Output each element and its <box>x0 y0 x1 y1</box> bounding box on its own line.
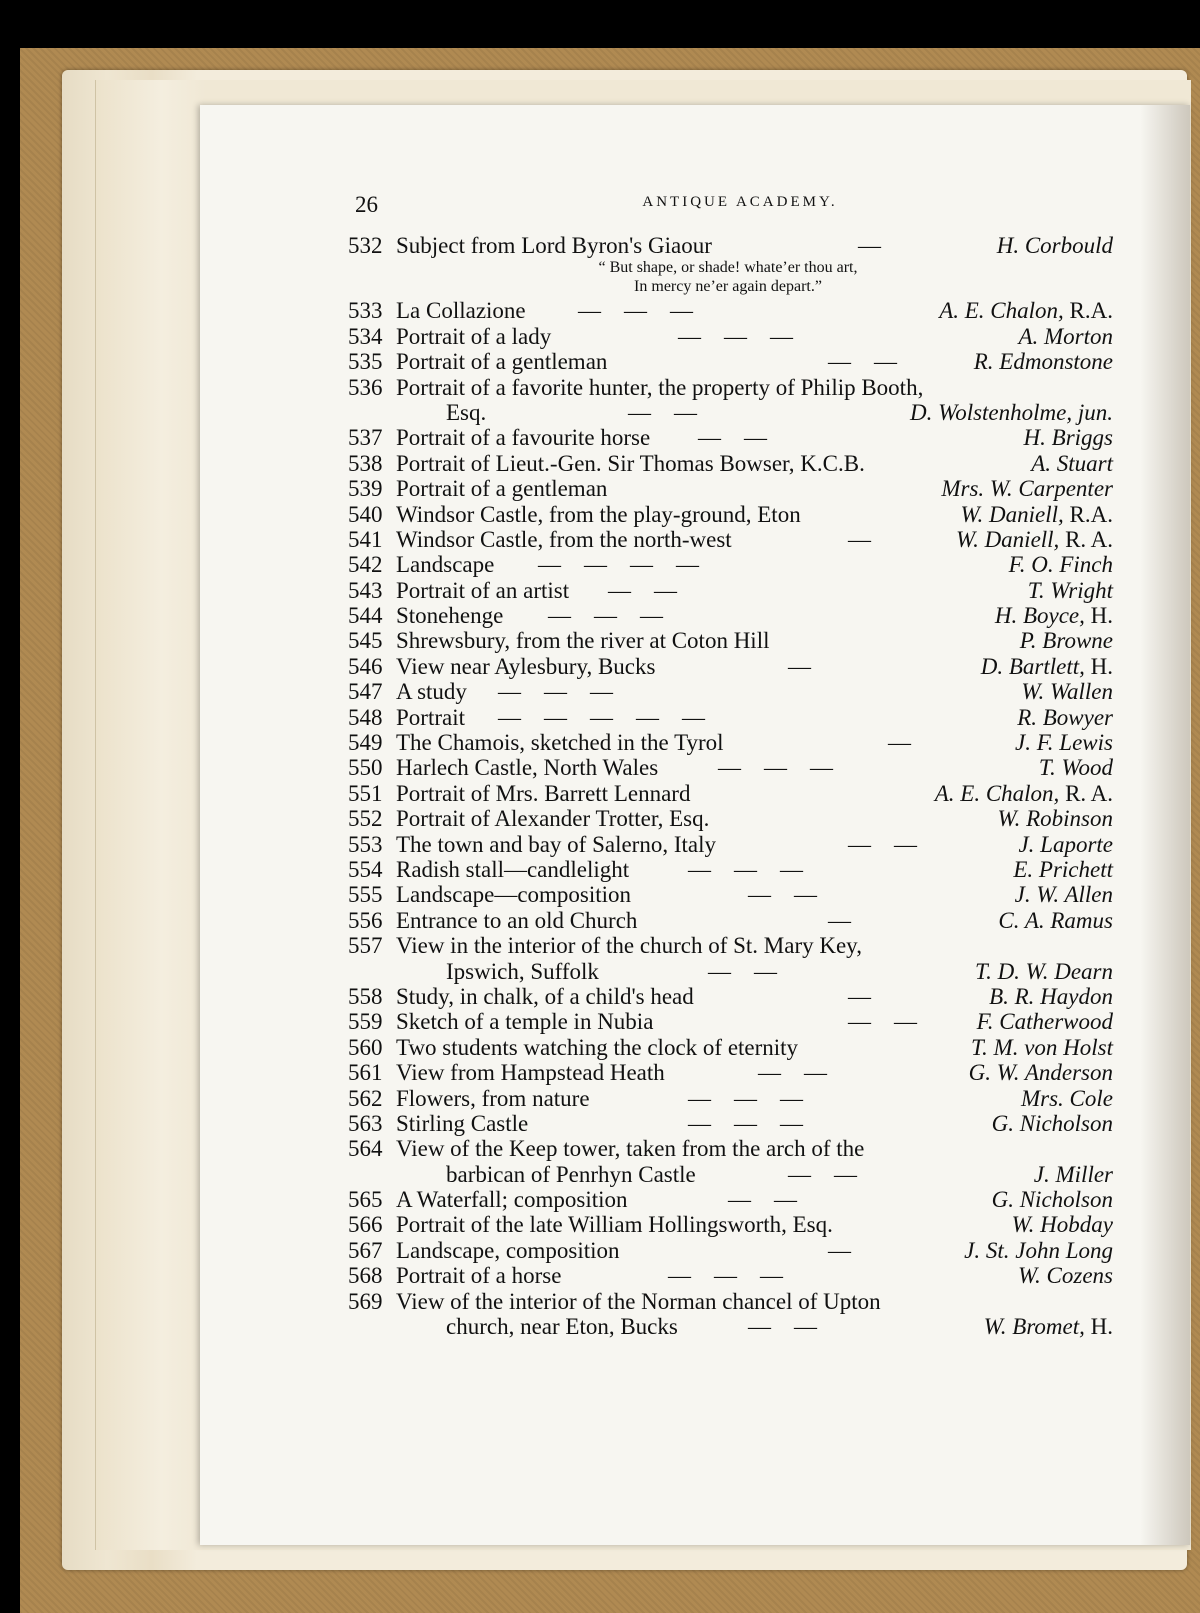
artist-name: G. W. Anderson <box>968 1060 1113 1086</box>
entry-title: Landscape <box>396 552 495 578</box>
catalog-entry <box>348 552 1113 577</box>
entry-number: 543 <box>348 577 383 603</box>
entry-title: Portrait of the late William Hollingsworth, Esq. <box>396 1212 833 1238</box>
entry-artist <box>995 603 1113 628</box>
entry-artist <box>956 527 1113 552</box>
entry-title: Portrait of Lieut.-Gen. Sir Thomas Bowser, K.C.B. <box>396 450 865 476</box>
entry-artist <box>1018 324 1113 349</box>
artist-name: Mrs. W. Carpenter <box>941 476 1113 502</box>
entry-number: 532 <box>348 233 383 258</box>
catalog-entry <box>348 1162 1113 1187</box>
entry-artist <box>1031 451 1113 476</box>
catalog-entry <box>348 781 1113 806</box>
entry-artist <box>1018 1263 1113 1288</box>
entry-artist <box>984 1314 1113 1339</box>
entry-number: 556 <box>348 907 383 933</box>
catalog-entry <box>348 1060 1113 1085</box>
entry-artist <box>977 1009 1113 1034</box>
artist-name: G. Nicholson <box>991 1110 1113 1136</box>
artist-name: J. Laporte <box>1018 831 1113 857</box>
artist-name: H. Corbould <box>996 233 1113 258</box>
entry-dashes: — — <box>848 1009 917 1035</box>
entry-title: Study, in chalk, of a child's head <box>396 983 694 1009</box>
entry-number: 565 <box>348 1187 383 1213</box>
entry-number: 566 <box>348 1212 383 1238</box>
entry-artist <box>1039 755 1113 780</box>
catalog-entry <box>348 857 1113 882</box>
entry-artist <box>989 984 1113 1009</box>
entry-dashes: — <box>858 233 881 258</box>
catalog-entry <box>348 705 1113 730</box>
catalog-entry <box>348 425 1113 450</box>
entry-title: barbican of Penrhyn Castle <box>446 1161 696 1187</box>
artist-name: D. Wolstenholme, jun. <box>910 399 1113 425</box>
entry-number: 544 <box>348 603 383 629</box>
entry-dashes: — <box>788 653 811 679</box>
entry-artist <box>1020 628 1113 653</box>
entry-dashes: — — <box>748 1314 817 1340</box>
entry-dashes: — — — <box>498 679 613 705</box>
entry-number: 562 <box>348 1085 383 1111</box>
entry-dashes: — <box>828 907 851 933</box>
entry-dashes: — <box>848 526 871 552</box>
artist-suffix: R. A. <box>1059 780 1113 806</box>
catalog-entry <box>348 1314 1113 1339</box>
entry-dashes: — — <box>708 958 777 984</box>
entry-dashes: — — — — <box>538 552 699 578</box>
artist-name: T. D. W. Dearn <box>974 958 1113 984</box>
entry-artist <box>941 476 1113 501</box>
entry-title: View in the interior of the church of St. Mary Key, <box>396 933 862 959</box>
artist-name: H. Boyce, <box>994 603 1085 629</box>
entry-title: Sketch of a temple in Nubia <box>396 1009 654 1035</box>
entry-artist <box>1017 705 1113 730</box>
entry-title: Portrait of a gentleman <box>396 349 608 375</box>
entry-number: 542 <box>348 552 383 578</box>
entry-artist <box>1013 857 1113 882</box>
entry-title: View of the interior of the Norman chancel of Upton <box>396 1288 881 1314</box>
entry-number: 535 <box>348 349 383 375</box>
catalog-entry <box>348 603 1113 628</box>
artist-suffix: R. A. <box>1059 526 1113 552</box>
entry-number: 548 <box>348 704 383 730</box>
entry-title: Harlech Castle, North Wales <box>396 755 659 781</box>
entry-dashes: — — <box>748 882 817 908</box>
artist-name: P. Browne <box>1019 628 1113 654</box>
entry-dashes: — — — <box>688 856 803 882</box>
artist-name: R. Bowyer <box>1017 704 1113 730</box>
entry-title: View near Aylesbury, Bucks <box>396 653 656 679</box>
entry-number: 541 <box>348 526 383 552</box>
entry-number: 552 <box>348 806 383 832</box>
entry-title: Radish stall—candlelight <box>396 856 630 882</box>
entry-dashes: — — — <box>668 1263 783 1289</box>
entry-artist <box>1034 1162 1113 1187</box>
catalog-entry <box>348 1263 1113 1288</box>
entry-title: Windsor Castle, from the play-ground, Eton <box>396 501 801 527</box>
entry-number: 561 <box>348 1060 383 1086</box>
artist-name: W. Wallen <box>1021 679 1113 705</box>
catalog-entry <box>348 375 1113 400</box>
catalog-entry <box>348 1187 1113 1212</box>
catalog-entry <box>348 679 1113 704</box>
entry-artist <box>910 400 1113 425</box>
entry-title: Shrewsbury, from the river at Coton Hill <box>396 628 770 654</box>
entry-number: 545 <box>348 628 383 654</box>
catalog-entry <box>348 984 1113 1009</box>
artist-name: W. Daniell, <box>956 526 1060 552</box>
artist-name: H. Briggs <box>1023 425 1113 451</box>
artist-name: G. Nicholson <box>991 1187 1113 1213</box>
entry-title: The town and bay of Salerno, Italy <box>396 831 716 857</box>
catalog-entry <box>348 1111 1113 1136</box>
artist-suffix: R.A. <box>1063 501 1113 527</box>
artist-suffix: R.A. <box>1063 298 1113 324</box>
entry-title: A study <box>396 679 467 705</box>
catalog-entry <box>348 1136 1113 1161</box>
entry-number: 536 <box>348 374 383 400</box>
artist-name: A. Stuart <box>1031 450 1113 476</box>
entry-dashes: — <box>828 1237 851 1263</box>
catalog-entry <box>348 1289 1113 1314</box>
entry-title: A Waterfall; composition <box>396 1187 628 1213</box>
entry-title: View of the Keep tower, taken from the arch of the <box>396 1136 865 1162</box>
artist-name: R. Edmonstone <box>973 349 1113 375</box>
quote-block <box>408 258 1048 298</box>
entry-artist <box>1012 1212 1113 1237</box>
entry-dashes: — — — <box>718 755 833 781</box>
entry-title: Portrait of an artist <box>396 577 570 603</box>
entry-number: 559 <box>348 1009 383 1035</box>
entry-title: La Collazione <box>396 298 526 324</box>
entry-title: church, near Eton, Bucks <box>446 1314 678 1340</box>
entry-artist <box>992 1111 1113 1136</box>
artist-name: D. Bartlett, <box>980 653 1085 679</box>
entry-title: Portrait of Alexander Trotter, Esq. <box>396 806 710 832</box>
entry-number: 558 <box>348 983 383 1009</box>
entry-dashes: — — — <box>688 1085 803 1111</box>
entry-artist <box>1018 832 1113 857</box>
entry-artist <box>1021 679 1113 704</box>
artist-name: W. Bromet, <box>983 1314 1085 1340</box>
artist-name: W. Daniell, <box>960 501 1064 527</box>
catalog-list <box>348 233 1113 1339</box>
artist-suffix: H. <box>1084 1314 1113 1340</box>
artist-name: B. R. Haydon <box>989 983 1113 1009</box>
entry-number: 533 <box>348 298 383 324</box>
entry-artist <box>975 959 1113 984</box>
entry-artist <box>1009 552 1113 577</box>
entry-artist <box>969 1060 1113 1085</box>
entry-number: 537 <box>348 425 383 451</box>
entry-number: 555 <box>348 882 383 908</box>
entry-title: Landscape—composition <box>396 882 632 908</box>
entry-artist <box>997 233 1113 258</box>
entry-dashes: — — <box>828 349 897 375</box>
entry-title: View from Hampstead Heath <box>396 1060 665 1086</box>
catalog-entry <box>348 298 1113 323</box>
catalog-entry <box>348 400 1113 425</box>
catalog-entry <box>348 755 1113 780</box>
page-header <box>355 192 1125 222</box>
entry-title: The Chamois, sketched in the Tyrol <box>396 730 724 756</box>
entry-number: 538 <box>348 450 383 476</box>
catalog-entry <box>348 1035 1113 1060</box>
artist-name: F. Catherwood <box>976 1009 1113 1035</box>
entry-dashes: — — <box>728 1187 797 1213</box>
artist-name: E. Prichett <box>1013 856 1113 882</box>
artist-name: W. Cozens <box>1018 1263 1113 1289</box>
artist-name: Mrs. Cole <box>1021 1085 1113 1111</box>
catalog-entry <box>348 476 1113 501</box>
catalog-entry <box>348 882 1113 907</box>
artist-name: F. O. Finch <box>1008 552 1113 578</box>
entry-number: 539 <box>348 476 383 502</box>
entry-title: Portrait of a favorite hunter, the property of Philip Booth, <box>396 374 924 400</box>
artist-name: J. W. Allen <box>1014 882 1113 908</box>
book-page <box>200 105 1190 1545</box>
entry-title: Stirling Castle <box>396 1110 529 1136</box>
catalog-entry <box>348 502 1113 527</box>
entry-artist <box>998 908 1113 933</box>
artist-suffix: H. <box>1084 653 1113 679</box>
artist-name: T. Wright <box>1027 577 1113 603</box>
quote-line: In mercy ne’er again depart.” <box>634 278 822 296</box>
entry-artist <box>961 502 1114 527</box>
catalog-entry <box>348 349 1113 374</box>
entry-title: Flowers, from nature <box>396 1085 590 1111</box>
entry-title: Subject from Lord Byron's Giaour <box>396 233 712 258</box>
entry-artist <box>998 806 1113 831</box>
entry-number: 549 <box>348 730 383 756</box>
entry-title: Ipswich, Suffolk <box>446 958 599 984</box>
artist-name: T. Wood <box>1038 755 1113 781</box>
entry-number: 553 <box>348 831 383 857</box>
entry-title: Stonehenge <box>396 603 504 629</box>
entry-dashes: — — <box>788 1161 857 1187</box>
entry-number: 540 <box>348 501 383 527</box>
entry-artist <box>1015 730 1113 755</box>
entry-title: Esq. <box>446 399 487 425</box>
artist-name: W. Hobday <box>1011 1212 1113 1238</box>
entry-title: Windsor Castle, from the north-west <box>396 526 732 552</box>
entry-dashes: — — <box>698 425 767 451</box>
entry-number: 564 <box>348 1136 383 1162</box>
entry-dashes: — — — <box>578 298 693 324</box>
artist-name: J. St. John Long <box>964 1237 1113 1263</box>
catalog-entry <box>348 324 1113 349</box>
entry-number: 568 <box>348 1263 383 1289</box>
entry-dashes: — — <box>608 577 677 603</box>
entry-title: Landscape, composition <box>396 1237 620 1263</box>
catalog-entry <box>348 832 1113 857</box>
catalog-entry <box>348 1212 1113 1237</box>
catalog-entry <box>348 628 1113 653</box>
artist-name: A. E. Chalon, <box>934 780 1060 806</box>
catalog-entry <box>348 451 1113 476</box>
entry-artist <box>992 1187 1113 1212</box>
spine-shadow <box>1140 105 1190 1545</box>
quote-line: “ But shape, or shade! whate’er thou art, <box>598 259 858 277</box>
entry-title: Portrait of a horse <box>396 1263 562 1289</box>
entry-number: 547 <box>348 679 383 705</box>
catalog-entry <box>348 1238 1113 1263</box>
catalog-entry <box>348 654 1113 679</box>
entry-dashes: — <box>888 730 911 756</box>
entry-number: 551 <box>348 780 383 806</box>
entry-artist <box>939 298 1113 323</box>
entry-title: Portrait of a gentleman <box>396 476 608 502</box>
catalog-entry <box>348 578 1113 603</box>
entry-number: 554 <box>348 856 383 882</box>
entry-title: Entrance to an old Church <box>396 907 638 933</box>
entry-dashes: — — — <box>688 1110 803 1136</box>
entry-number: 560 <box>348 1034 383 1060</box>
catalog-entry <box>348 527 1113 552</box>
artist-name: T. M. von Holst <box>970 1034 1113 1060</box>
artist-name: J. Miller <box>1033 1161 1113 1187</box>
entry-title: Portrait of a lady <box>396 323 552 349</box>
entry-number: 557 <box>348 933 383 959</box>
running-title: ANTIQUE ACADEMY. <box>642 194 838 210</box>
entry-dashes: — — <box>758 1060 827 1086</box>
artist-name: J. F. Lewis <box>1015 730 1113 756</box>
artist-name: A. E. Chalon, <box>939 298 1064 324</box>
artist-name: W. Robinson <box>997 806 1113 832</box>
catalog-entry <box>348 1086 1113 1111</box>
entry-number: 567 <box>348 1237 383 1263</box>
entry-dashes: — — — <box>678 323 793 349</box>
catalog-entry <box>348 730 1113 755</box>
catalog-entry <box>348 233 1113 258</box>
entry-title: Portrait <box>396 704 465 730</box>
entry-number: 563 <box>348 1110 383 1136</box>
catalog-entry <box>348 933 1113 958</box>
entry-artist <box>974 349 1113 374</box>
entry-dashes: — — <box>848 831 917 857</box>
entry-title: Portrait of a favourite horse <box>396 425 651 451</box>
entry-number: 546 <box>348 653 383 679</box>
page-number: 26 <box>355 192 378 217</box>
catalog-entry <box>348 959 1113 984</box>
entry-number: 534 <box>348 323 383 349</box>
entry-dashes: — — — <box>548 603 663 629</box>
entry-number: 569 <box>348 1288 383 1314</box>
catalog-entry <box>348 806 1113 831</box>
entry-artist <box>981 654 1113 679</box>
catalog-entry <box>348 1009 1113 1034</box>
catalog-entry <box>348 908 1113 933</box>
artist-name: C. A. Ramus <box>998 907 1113 933</box>
entry-artist <box>935 781 1113 806</box>
artist-suffix: H. <box>1084 603 1113 629</box>
entry-artist <box>971 1035 1113 1060</box>
entry-title: Portrait of Mrs. Barrett Lennard <box>396 780 691 806</box>
entry-dashes: — — <box>628 399 697 425</box>
entry-artist <box>1028 578 1113 603</box>
entry-dashes: — — — — — <box>498 704 705 730</box>
entry-dashes: — <box>848 983 871 1009</box>
entry-artist <box>964 1238 1113 1263</box>
entry-number: 550 <box>348 755 383 781</box>
entry-artist <box>1024 425 1113 450</box>
entry-artist <box>1015 882 1113 907</box>
entry-artist <box>1021 1086 1113 1111</box>
entry-title: Two students watching the clock of eternity <box>396 1034 799 1060</box>
artist-name: A. Morton <box>1018 323 1113 349</box>
